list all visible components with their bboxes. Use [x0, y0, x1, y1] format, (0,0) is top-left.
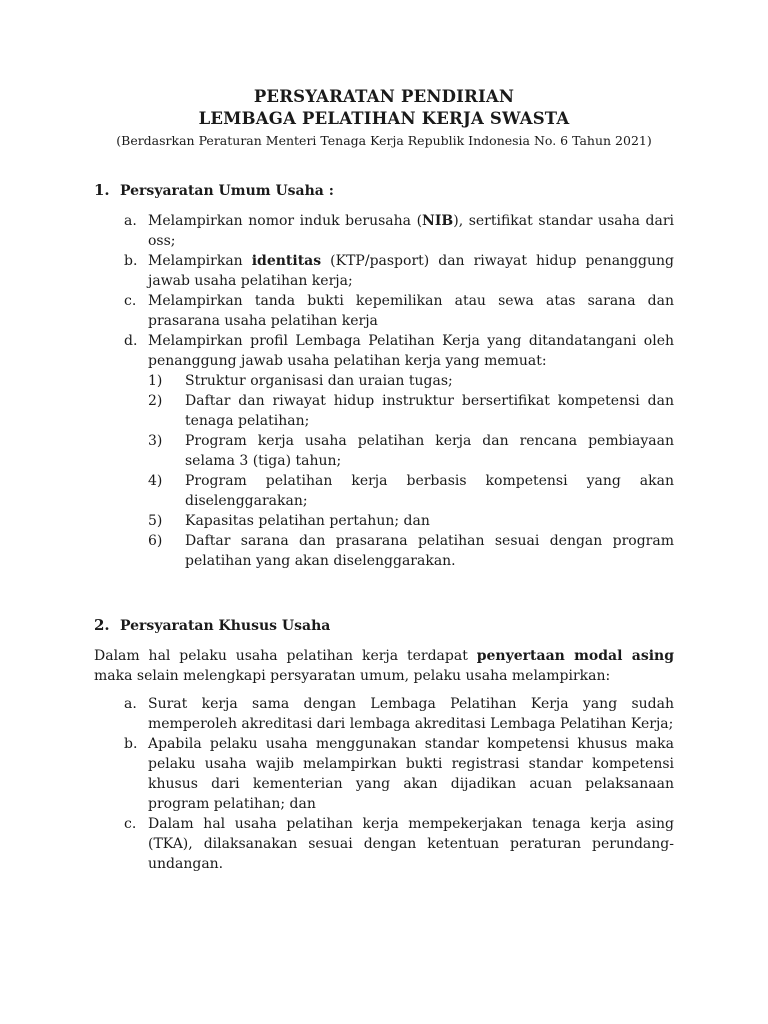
list-marker: b. [124, 736, 138, 752]
list-item [124, 291, 674, 331]
section-2-intro [94, 646, 674, 686]
sublist-item [148, 431, 674, 471]
section-2-list [94, 694, 674, 874]
sublist-item [148, 371, 674, 391]
text-run: ), sertifikat standar usaha dari oss; [148, 213, 675, 249]
profile-sublist [148, 371, 674, 571]
list-item-text: Dalam hal usaha pelatihan kerja mempekerjakan tenaga kerja asing (TKA), dilaksanakan sesuai dengan ketentuan peraturan perundang-undangan. [148, 816, 674, 872]
document-subtitle: (Berdasrkan Peraturan Menteri Tenaga Kerja Republik Indonesia No. 6 Tahun 2021) [116, 133, 652, 148]
bold-text: NIB [422, 213, 454, 229]
sublist-item-text: Struktur organisasi dan uraian tugas; [185, 373, 453, 389]
list-marker: d. [124, 333, 138, 349]
sublist-item [148, 511, 674, 531]
list-item-text: Melampirkan profil Lembaga Pelatihan Kerja yang ditandatangani oleh penanggung jawab usaha pelatihan kerja yang memuat: [148, 333, 674, 369]
document-title-line-2: LEMBAGA PELATIHAN KERJA SWASTA [198, 109, 570, 128]
sublist-item [148, 531, 674, 571]
list-item-text: Surat kerja sama dengan Lembaga Pelatihan Kerja yang sudah memperoleh akreditasi dari lembaga akreditasi Lembaga Pelatihan Kerja; [148, 696, 674, 732]
list-marker: c. [124, 816, 137, 832]
section-1-heading [94, 180, 674, 201]
bold-text: identitas [251, 253, 322, 269]
sublist-marker: 3) [148, 433, 163, 449]
section-1-number: 1. [94, 181, 110, 199]
list-item [124, 694, 674, 734]
list-item [124, 331, 674, 571]
section-1-list [94, 211, 674, 571]
section-2-number: 2. [94, 616, 110, 634]
list-item-text [148, 211, 674, 251]
text-run: maka selain melengkapi persyaratan umum, pelaku usaha melampirkan: [94, 668, 611, 684]
sublist-marker: 2) [148, 393, 163, 409]
bold-text: penyertaan modal asing [476, 648, 674, 664]
list-item [124, 814, 674, 874]
section-1-title: Persyaratan Umum Usaha : [120, 183, 334, 199]
sublist-marker: 5) [148, 513, 163, 529]
section-2-title: Persyaratan Khusus Usaha [120, 618, 331, 634]
document-title-line-1: PERSYARATAN PENDIRIAN [253, 87, 515, 106]
list-item [124, 734, 674, 814]
section-2-heading [94, 615, 674, 636]
list-marker: c. [124, 293, 137, 309]
sublist-item [148, 471, 674, 511]
sublist-item-text: Program kerja usaha pelatihan kerja dan rencana pembiayaan selama 3 (tiga) tahun; [185, 433, 674, 469]
text-run: Melampirkan nomor induk berusaha ( [148, 213, 423, 229]
sublist-item-text: Kapasitas pelatihan pertahun; dan [185, 513, 430, 529]
sublist-item-text: Daftar sarana dan prasarana pelatihan sesuai dengan program pelatihan yang akan diselenggarakan. [185, 533, 674, 569]
sublist-item-text: Program pelatihan kerja berbasis kompetensi yang akan diselenggarakan; [185, 473, 674, 509]
list-marker: a. [124, 213, 137, 229]
text-run: Melampirkan [148, 253, 243, 269]
list-item-text [148, 251, 674, 291]
sublist-marker: 6) [148, 533, 163, 549]
sublist-item [148, 391, 674, 431]
list-item-text: Apabila pelaku usaha menggunakan standar kompetensi khusus maka pelaku usaha wajib melampirkan bukti registrasi standar kompetensi khusus dari kementerian yang akan dijadikan acuan pelaksanaan program pelatihan; dan [148, 736, 674, 812]
list-item-body [148, 331, 674, 571]
sublist-marker: 1) [148, 373, 163, 389]
list-item [124, 251, 674, 291]
list-marker: b. [124, 253, 138, 269]
sublist-marker: 4) [148, 473, 163, 489]
list-item [124, 211, 674, 251]
text-run: Dalam hal pelaku usaha pelatihan kerja terdapat [94, 648, 477, 664]
text-run: (KTP/pasport) dan riwayat hidup penanggung jawab usaha pelatihan kerja; [148, 253, 675, 289]
sublist-item-text: Daftar dan riwayat hidup instruktur bersertifikat kompetensi dan tenaga pelatihan; [185, 393, 674, 429]
list-item-text: Melampirkan tanda bukti kepemilikan atau sewa atas sarana dan prasarana usaha pelatihan kerja [148, 293, 674, 329]
list-marker: a. [124, 696, 137, 712]
